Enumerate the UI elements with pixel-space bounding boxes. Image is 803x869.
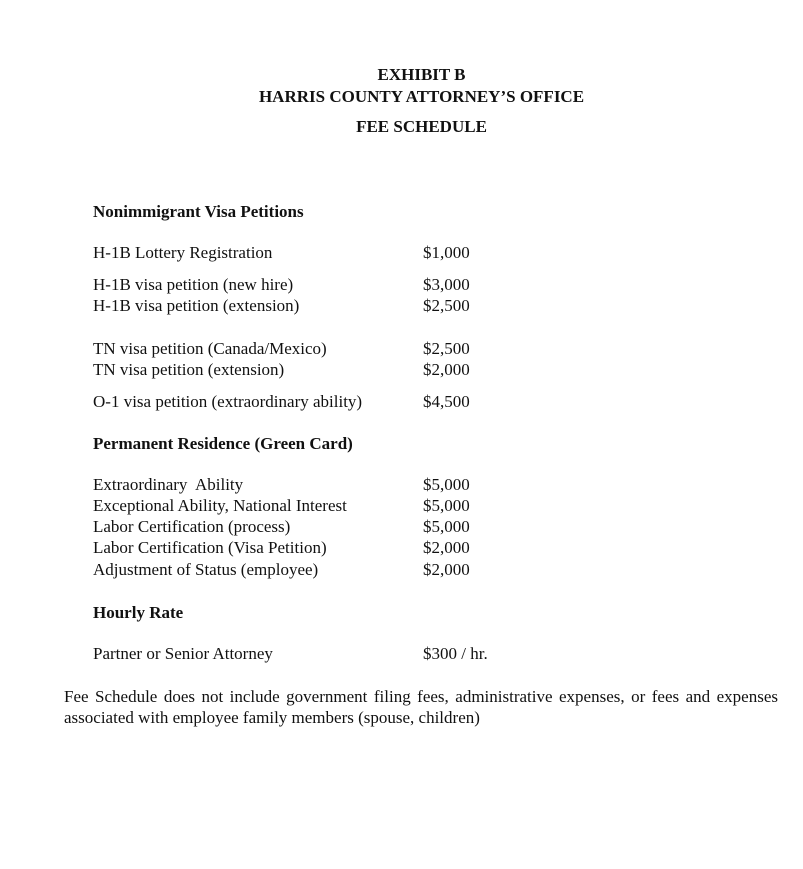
- fee-label: H-1B visa petition (new hire): [93, 275, 294, 294]
- fee-label: H-1B Lottery Registration: [93, 243, 273, 262]
- exhibit-heading: EXHIBIT B: [377, 65, 466, 84]
- fee-row: [93, 295, 513, 316]
- section-title-hourly: Hourly Rate: [93, 603, 184, 622]
- fee-label: Labor Certification (process): [93, 517, 291, 536]
- fee-amount: $2,500: [423, 296, 470, 315]
- fee-amount: $300 / hr.: [423, 644, 488, 663]
- fee-label: TN visa petition (extension): [93, 360, 285, 379]
- office-heading: HARRIS COUNTY ATTORNEY’S OFFICE: [258, 87, 585, 106]
- fee-row: [93, 359, 513, 380]
- fee-row: [93, 516, 513, 537]
- fee-amount: $2,000: [423, 538, 470, 557]
- section-title-nonimmigrant: Nonimmigrant Visa Petitions: [93, 202, 304, 221]
- fee-row: [93, 495, 513, 516]
- fee-amount: $5,000: [423, 496, 470, 515]
- fee-amount: $5,000: [423, 517, 470, 536]
- fee-row: [93, 242, 513, 263]
- fee-schedule-title: FEE SCHEDULE: [356, 117, 487, 136]
- fee-amount: $1,000: [423, 243, 470, 262]
- fee-label: Extraordinary Ability: [93, 475, 244, 494]
- fee-row: [93, 274, 513, 295]
- fee-row: [93, 643, 513, 664]
- fee-label: TN visa petition (Canada/Mexico): [93, 339, 327, 358]
- fee-row: [93, 559, 513, 580]
- fee-label: Partner or Senior Attorney: [93, 644, 273, 663]
- fee-row: [93, 474, 513, 495]
- fee-row: [93, 338, 513, 359]
- fee-amount: $2,000: [423, 560, 470, 579]
- fee-amount: $3,000: [423, 275, 470, 294]
- fee-amount: $4,500: [423, 392, 470, 411]
- fee-amount: $5,000: [423, 475, 470, 494]
- fee-row: [93, 537, 513, 558]
- fee-label: Labor Certification (Visa Petition): [93, 538, 327, 557]
- fee-label: H-1B visa petition (extension): [93, 296, 300, 315]
- section-title-permanent: Permanent Residence (Green Card): [93, 434, 353, 453]
- fee-label: O-1 visa petition (extraordinary ability): [93, 392, 363, 411]
- fee-label: Exceptional Ability, National Interest: [93, 496, 347, 515]
- fee-amount: $2,000: [423, 360, 470, 379]
- fee-row: [93, 391, 513, 412]
- fee-label: Adjustment of Status (employee): [93, 560, 319, 579]
- footnote: Fee Schedule does not include government filing fees, administrative expenses, or fees and expenses associated with employee family members (spouse, children): [64, 687, 778, 727]
- fee-amount: $2,500: [423, 339, 470, 358]
